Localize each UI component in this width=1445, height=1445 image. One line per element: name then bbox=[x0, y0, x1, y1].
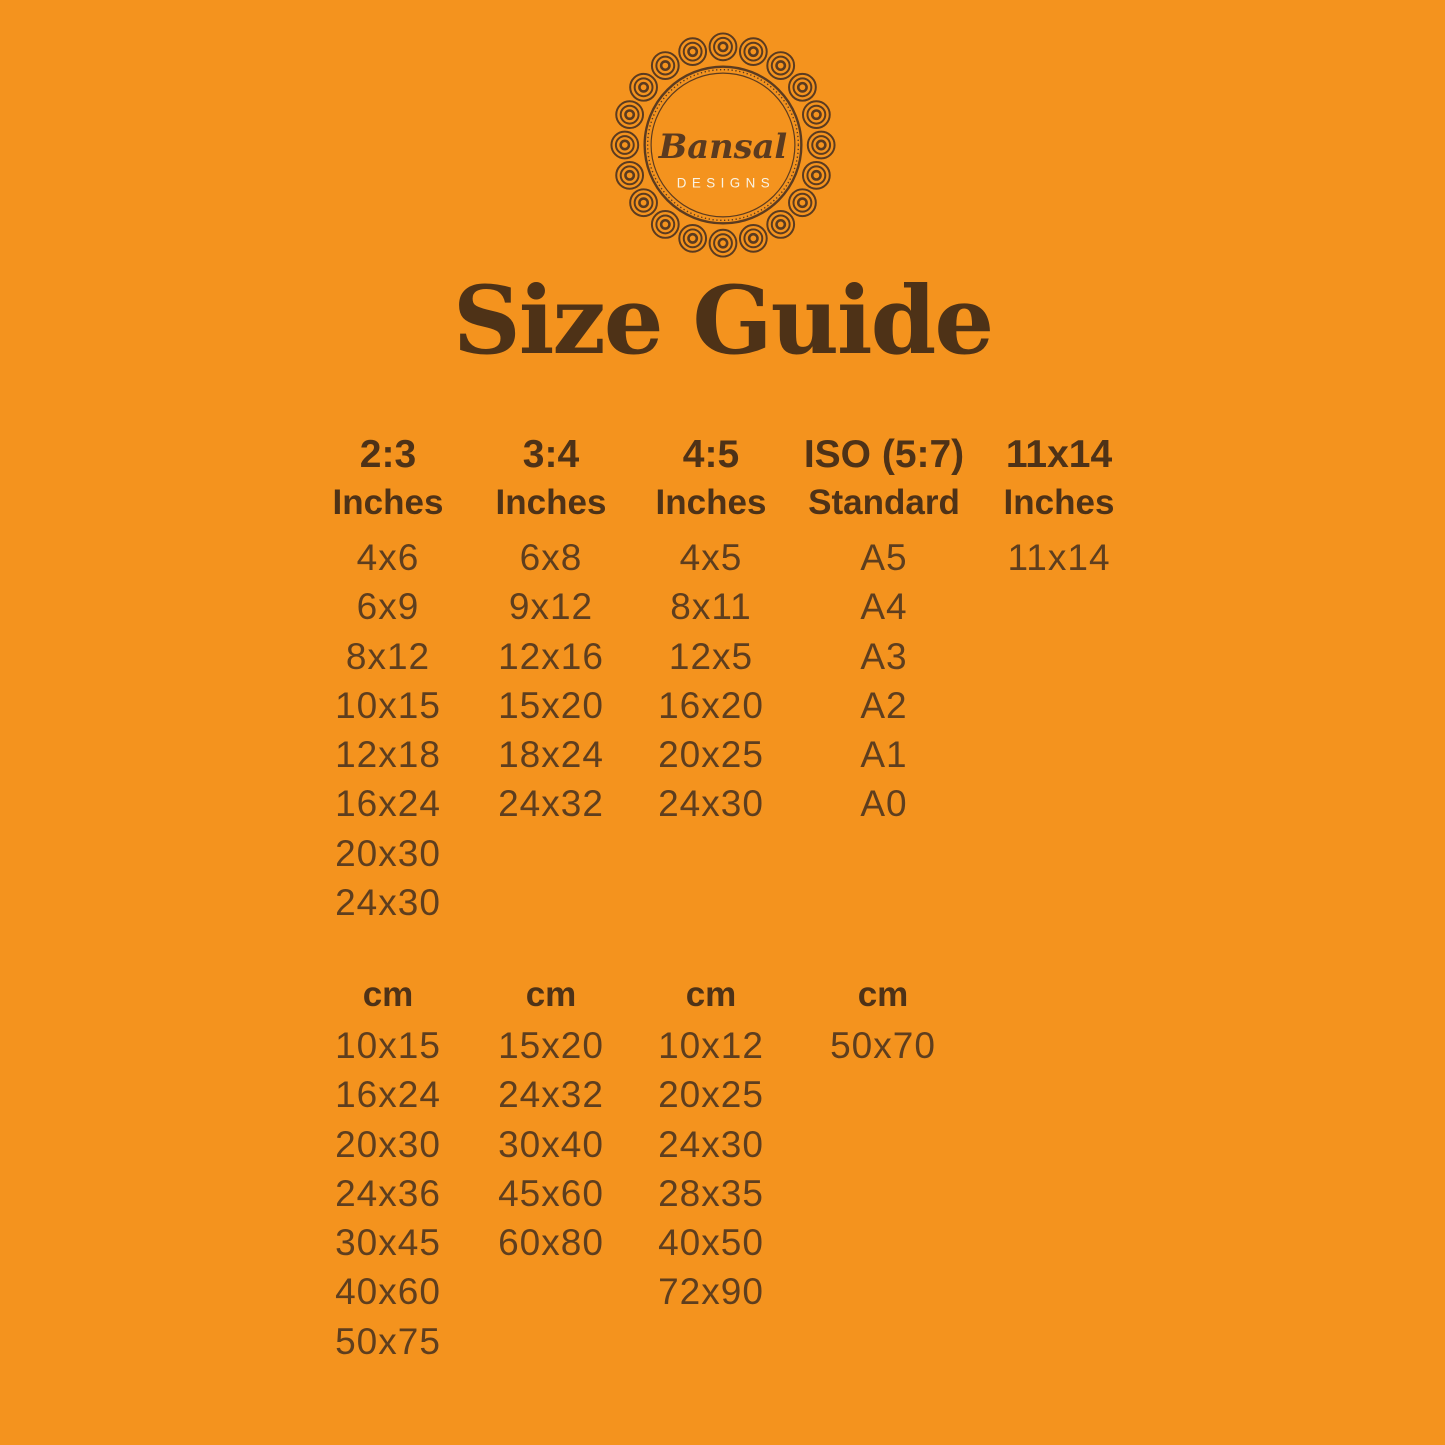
size-cell: 4x6 bbox=[356, 537, 420, 578]
size-cell: 40x50 bbox=[658, 1222, 764, 1264]
size-cell: 24x32 bbox=[498, 783, 604, 825]
size-cell: 10x15 bbox=[335, 1025, 441, 1066]
logo-bead-circle bbox=[718, 239, 726, 247]
column-ratio-header: 11x14 bbox=[1005, 433, 1113, 476]
size-cell: 20x30 bbox=[335, 832, 441, 874]
column-unit-header: cm bbox=[362, 975, 414, 1014]
logo-bead-circle bbox=[812, 110, 820, 118]
column-unit-header: cm bbox=[857, 975, 909, 1014]
size-cell: 12x16 bbox=[498, 635, 604, 677]
size-cell: 10x15 bbox=[335, 684, 441, 726]
size-list bbox=[830, 1021, 936, 1070]
column-unit-header: Inches bbox=[495, 483, 607, 522]
size-cell: 4x5 bbox=[679, 537, 743, 578]
size-cell: 60x80 bbox=[498, 1222, 604, 1264]
size-cell: 30x45 bbox=[335, 1222, 441, 1264]
size-cell: 50x75 bbox=[335, 1320, 441, 1362]
size-cell: A2 bbox=[860, 684, 908, 726]
brand-logo bbox=[604, 26, 842, 264]
logo-bead-circle bbox=[625, 171, 633, 179]
size-column bbox=[1004, 431, 1115, 582]
logo-bead-circle bbox=[798, 83, 806, 91]
column-unit-header: cm bbox=[525, 975, 577, 1014]
column-ratio-header: 2:3 bbox=[359, 433, 417, 476]
size-cell: 24x36 bbox=[335, 1172, 441, 1214]
logo-bead-circle bbox=[776, 220, 784, 228]
size-cell: 45x60 bbox=[498, 1172, 604, 1214]
size-cell: 6x9 bbox=[356, 586, 420, 628]
logo-bead-circle bbox=[620, 141, 628, 149]
column-ratio-header: 4:5 bbox=[682, 433, 740, 476]
logo-bead-circle bbox=[817, 141, 825, 149]
column-unit-header: Inches bbox=[655, 483, 767, 522]
logo-bead-circle bbox=[688, 47, 696, 55]
size-list bbox=[658, 1021, 764, 1317]
size-cell: A5 bbox=[860, 537, 908, 578]
size-cell: 6x8 bbox=[519, 537, 583, 578]
size-cell: 20x30 bbox=[335, 1123, 441, 1165]
size-column bbox=[658, 971, 764, 1317]
size-column bbox=[335, 971, 441, 1366]
size-cell: 20x25 bbox=[658, 734, 764, 776]
logo-bead-circle bbox=[688, 234, 696, 242]
size-cell: A1 bbox=[860, 734, 908, 776]
size-cell: 24x30 bbox=[658, 1123, 764, 1165]
logo-bead-circle bbox=[807, 106, 825, 124]
logo-bead-circle bbox=[812, 171, 820, 179]
size-list bbox=[496, 533, 607, 829]
logo-bead-circle bbox=[793, 194, 811, 212]
logo-bead-circle bbox=[620, 166, 638, 184]
size-column bbox=[804, 431, 964, 829]
size-cell: 10x12 bbox=[658, 1025, 764, 1066]
mandala-ring-icon bbox=[604, 26, 842, 264]
logo-bead-circle bbox=[744, 43, 762, 61]
brand-name: Bansal bbox=[658, 125, 787, 166]
logo-bead-circle bbox=[615, 136, 633, 154]
logo-bead-circle bbox=[793, 78, 811, 96]
size-cell: 18x24 bbox=[498, 734, 604, 776]
size-column bbox=[498, 971, 604, 1267]
logo-bead-circle bbox=[683, 43, 701, 61]
column-ratio-header: 3:4 bbox=[522, 433, 580, 476]
logo-bead-circle bbox=[656, 215, 674, 233]
logo-bead-circle bbox=[683, 229, 701, 247]
size-cell: 24x32 bbox=[498, 1074, 604, 1116]
logo-bead-circle bbox=[798, 199, 806, 207]
logo-bead-circle bbox=[749, 234, 757, 242]
logo-bead-circle bbox=[714, 234, 732, 252]
column-ratio-header: ISO (5:7) bbox=[803, 433, 965, 476]
size-cell: 15x20 bbox=[498, 684, 604, 726]
size-column bbox=[830, 971, 936, 1070]
logo-bead-circle bbox=[771, 215, 789, 233]
page-title: Size Guide bbox=[452, 266, 993, 376]
size-cell: 20x25 bbox=[658, 1074, 764, 1116]
logo-bead-circle bbox=[634, 194, 652, 212]
size-list bbox=[1004, 533, 1115, 582]
size-column bbox=[656, 431, 767, 829]
size-cell: 16x24 bbox=[335, 783, 441, 825]
logo-bead-circle bbox=[639, 83, 647, 91]
size-cell: 16x20 bbox=[658, 684, 764, 726]
logo-bead-circle bbox=[639, 199, 647, 207]
size-cell: 15x20 bbox=[498, 1025, 604, 1066]
size-cell: A4 bbox=[860, 586, 908, 628]
logo-bead-circle bbox=[776, 61, 784, 69]
size-cell: 24x30 bbox=[335, 882, 441, 924]
logo-bead-circle bbox=[714, 38, 732, 56]
column-unit-header: cm bbox=[685, 975, 737, 1014]
logo-bead-circle bbox=[656, 57, 674, 75]
column-unit-header: Inches bbox=[332, 483, 444, 522]
size-cell: A3 bbox=[860, 635, 908, 677]
size-list bbox=[656, 533, 767, 829]
logo-bead-circle bbox=[620, 106, 638, 124]
brand-subtitle: DESIGNS bbox=[676, 175, 775, 191]
size-cell: 50x70 bbox=[830, 1025, 936, 1066]
size-cell: 8x11 bbox=[670, 586, 752, 628]
logo-bead-circle bbox=[625, 110, 633, 118]
logo-bead-circle bbox=[718, 43, 726, 51]
logo-bead-circle bbox=[661, 220, 669, 228]
size-cell: 40x60 bbox=[335, 1271, 441, 1313]
logo-bead-circle bbox=[812, 136, 830, 154]
size-cell: 12x18 bbox=[335, 734, 441, 776]
size-list bbox=[333, 533, 444, 927]
size-cell: 28x35 bbox=[658, 1172, 764, 1214]
logo-bead-circle bbox=[661, 61, 669, 69]
size-cell: 30x40 bbox=[498, 1123, 604, 1165]
size-column bbox=[333, 431, 444, 927]
size-cell: 9x12 bbox=[508, 586, 594, 628]
size-list bbox=[804, 533, 964, 829]
size-cell: 16x24 bbox=[335, 1074, 441, 1116]
column-unit-header: Inches bbox=[1003, 483, 1115, 522]
size-cell: A0 bbox=[860, 783, 908, 825]
size-cell: 12x5 bbox=[668, 635, 754, 677]
logo-bead-circle bbox=[807, 166, 825, 184]
column-unit-header: Standard bbox=[808, 483, 960, 522]
logo-bead-circle bbox=[771, 57, 789, 75]
size-cell: 11x14 bbox=[1007, 537, 1111, 578]
size-cell: 72x90 bbox=[658, 1271, 764, 1313]
size-cell: 8x12 bbox=[345, 635, 431, 677]
logo-bead-circle bbox=[749, 47, 757, 55]
size-cell: 24x30 bbox=[658, 783, 764, 825]
logo-bead-circle bbox=[634, 78, 652, 96]
size-list bbox=[335, 1021, 441, 1366]
size-column bbox=[496, 431, 607, 829]
logo-bead-circle bbox=[744, 229, 762, 247]
size-list bbox=[498, 1021, 604, 1267]
